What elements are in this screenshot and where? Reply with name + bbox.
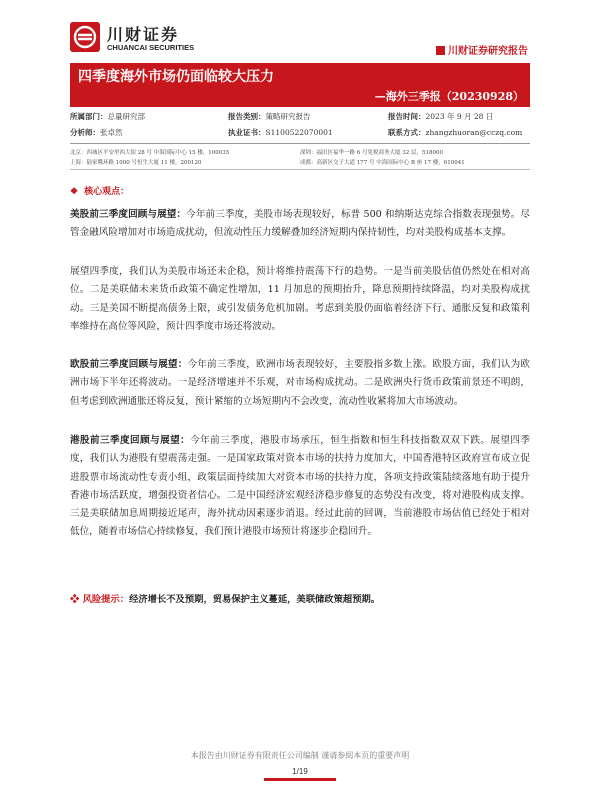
analyst-value: 张卓然 — [100, 128, 123, 137]
time-label: 报告时间： — [388, 112, 426, 121]
brand-square-icon — [436, 46, 445, 55]
paragraph-text: 今年前三季度，欧洲市场表现较好，主要股指多数上涨。欧股方面，我们认为欧洲市场下半年还将波动。一是经济增速并不乐观，对市场构成扰动。二是欧洲央行货币政策前景还不明朗，但考虑到欧洲通胀还将反复，预计紧缩的立场短期内不会改变，流动性收紧将加大市场波动。 — [70, 359, 531, 407]
report-brand — [436, 42, 528, 57]
address-shanghai: 上海：陆家嘴环路 1000 号恒生大厦 11 楼，200120 — [70, 160, 202, 166]
paragraph-us-outlook — [70, 263, 530, 336]
address-chengdu: 成都：高新区交子大道 177 号 中海国际中心 B 座 17 楼，610041 — [300, 160, 465, 166]
meta-row-2 — [70, 127, 530, 139]
page-underline — [264, 778, 336, 781]
page-header — [0, 0, 600, 64]
risk-text: 经济增长不及预期，贸易保护主义蔓延，美联储政策超预期。 — [129, 594, 381, 605]
cert-value: S1100522070001 — [265, 128, 333, 137]
address-row-1 — [70, 148, 530, 157]
address-divider — [70, 169, 530, 170]
paragraph-us-review — [70, 206, 530, 243]
paragraph-eu-review — [70, 356, 530, 411]
report-title: 四季度海外市场仍面临较大压力 — [78, 69, 274, 85]
paragraph-lead: 港股前三季度回顾与展望： — [70, 435, 191, 446]
contact-label: 联系方式： — [388, 128, 426, 137]
address-row-2 — [70, 158, 530, 167]
footer-disclaimer: 本报告由川财证券有限责任公司编制 谨请参阅本页的重要声明 — [190, 751, 410, 760]
core-views-heading — [70, 184, 129, 197]
time-value: 2023 年 9 月 28 日 — [425, 112, 494, 121]
risk-label: 风险提示： — [82, 594, 130, 605]
paragraph-text: 今年前三季度，美股市场表现较好，标普 500 和纳斯达克综合指数表现强势。尽管金融风险增加对市场造成扰动，但流动性压力缓解叠加经济短期内保持韧性，均对美股构成基本支撑。 — [70, 209, 530, 239]
dept-value: 总量研究部 — [107, 112, 145, 121]
chuancai-logo-icon — [70, 22, 100, 52]
meta-divider — [70, 143, 530, 144]
analyst-label: 分析师： — [70, 128, 100, 137]
paragraph-text: 今年前三季度，港股市场承压，恒生指数和恒生科技指数双双下跌。展望四季度，我们认为港股有望震荡走强。一是国家政策对资本市场的扶持力度加大，中国香港特区政府宣布成立促进股票市场流动性专责小组，政策层面持续加大对资本市场的扶持力度，各项支持政策陆续落地有助于提升香港市场活跃度，增强投资者信心。二是中国经济宏观经济稳步修复的态势没有改变，将对港股构成支撑。三是美联储加息周期接近尾声，海外扰动因素逐步消退。经过此前的回调，当前港股市场估值已经处于相对低位，随着市场信心持续修复，我们预计港股市场预计将逐步企稳回升。 — [70, 435, 531, 538]
report-subtitle: —海外三季报（20230928） — [374, 90, 524, 103]
page-number: 1/19 — [292, 767, 308, 776]
logo-text-en: CHUANCAI SECURITIES — [107, 43, 195, 52]
core-views-title: 核心观点： — [84, 187, 130, 197]
risk-warning — [70, 592, 530, 608]
address-beijing: 北京：西城区平安里西大街 28 号 中海国际中心 15 楼，100035 — [70, 150, 230, 156]
address-shenzhen: 深圳：福田区福华一路 6 号免税商务大厦 32 层，518000 — [300, 150, 443, 156]
logo-text-cn: 川财证券 — [107, 25, 180, 44]
dept-label: 所属部门： — [70, 112, 108, 121]
cert-label: 执业证书： — [228, 128, 266, 137]
type-label: 报告类别： — [228, 112, 266, 121]
contact-value[interactable]: zhangzhuoran@cczq.com — [425, 128, 523, 137]
diamond-bullet-icon: ❖ — [70, 187, 79, 197]
report-brand-label: 川财证券研究报告 — [448, 46, 528, 57]
diamond-bullet-icon: ❖ — [70, 594, 80, 605]
paragraph-hk-review — [70, 432, 530, 542]
paragraph-text: 展望四季度，我们认为美股市场还未企稳，预计将维持震荡下行的趋势。一是当前美股估值仍然处在相对高位。二是美联储未来货币政策不确定性增加，11 月加息的预期抬升，降息预期持续降温，均对美股构成扰动。三是美国不断提高债务上限，或引发债务危机加剧。考虑到美股仍面临着经济下行、通胀反复和政策利率维持在高位等风险，预计四季度市场还将波动。 — [70, 266, 530, 332]
meta-row-1 — [70, 111, 530, 123]
paragraph-lead: 美股前三季度回顾与展望： — [70, 209, 187, 220]
title-banner — [70, 63, 530, 107]
paragraph-lead: 欧股前三季度回顾与展望： — [70, 359, 188, 370]
type-value: 策略研究报告 — [265, 112, 311, 121]
